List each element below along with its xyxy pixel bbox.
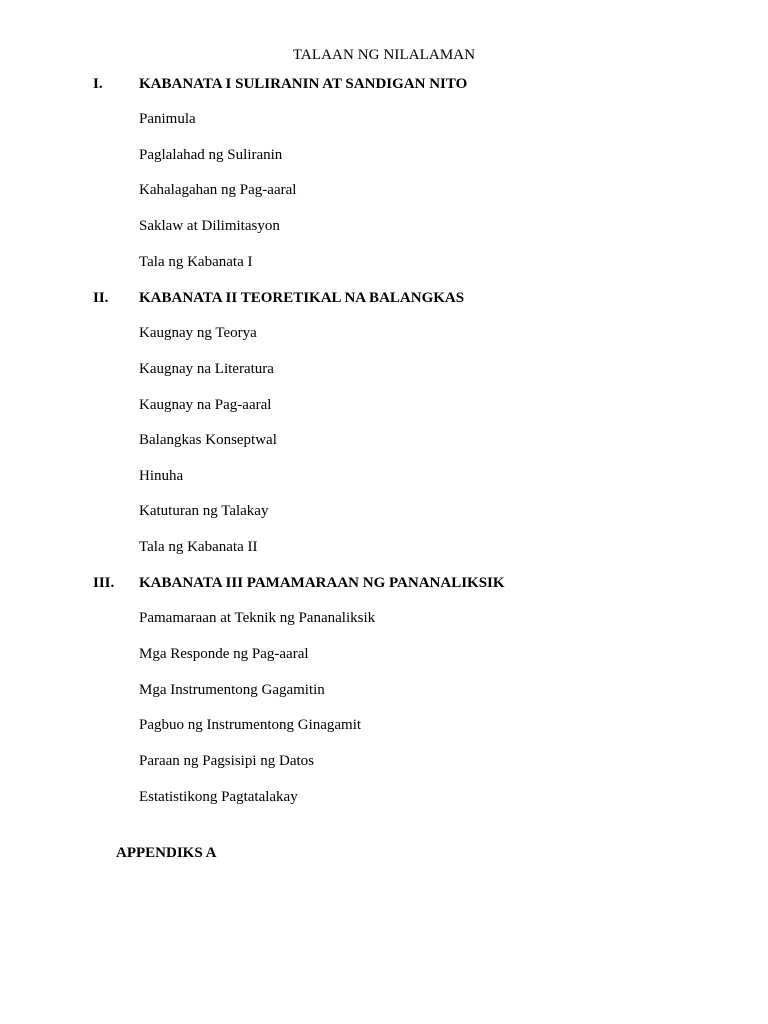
toc-item: Mga Instrumentong Gagamitin [139,682,325,698]
toc-item: Kaugnay ng Teorya [139,325,257,341]
chapter-number: I. [93,76,103,92]
toc-item: Saklaw at Dilimitasyon [139,218,280,234]
chapter-title: KABANATA III PAMAMARAAN NG PANANALIKSIK [139,575,505,591]
toc-item: Mga Responde ng Pag-aaral [139,646,309,662]
toc-item: Kaugnay na Literatura [139,361,274,377]
chapter-number: III. [93,575,115,591]
chapter-heading-2 [0,289,768,307]
toc-item: Hinuha [139,468,184,484]
chapter-heading-1 [0,75,768,93]
chapter-heading-3 [0,574,768,592]
toc-item: Kaugnay na Pag-aaral [139,397,272,413]
toc-item: Pamamaraan at Teknik ng Pananaliksik [139,610,376,626]
chapter-title: KABANATA I SULIRANIN AT SANDIGAN NITO [139,76,468,92]
toc-item: Tala ng Kabanata I [139,254,253,270]
toc-item: Paglalahad ng Suliranin [139,147,283,163]
toc-item: Pagbuo ng Instrumentong Ginagamit [139,717,362,733]
page-title: TALAAN NG NILALAMAN [292,47,476,63]
appendix-heading: APPENDIKS A [116,845,217,861]
toc-item: Paraan ng Pagsisipi ng Datos [139,753,314,769]
toc-item: Kahalagahan ng Pag-aaral [139,182,297,198]
toc-item: Panimula [139,111,196,127]
toc-item: Katuturan ng Talakay [139,503,269,519]
chapter-title: KABANATA II TEORETIKAL NA BALANGKAS [139,290,465,306]
toc-item: Balangkas Konseptwal [139,432,277,448]
toc-item: Estatistikong Pagtatalakay [139,789,298,805]
toc-item: Tala ng Kabanata II [139,539,258,555]
chapter-number: II. [93,290,109,306]
